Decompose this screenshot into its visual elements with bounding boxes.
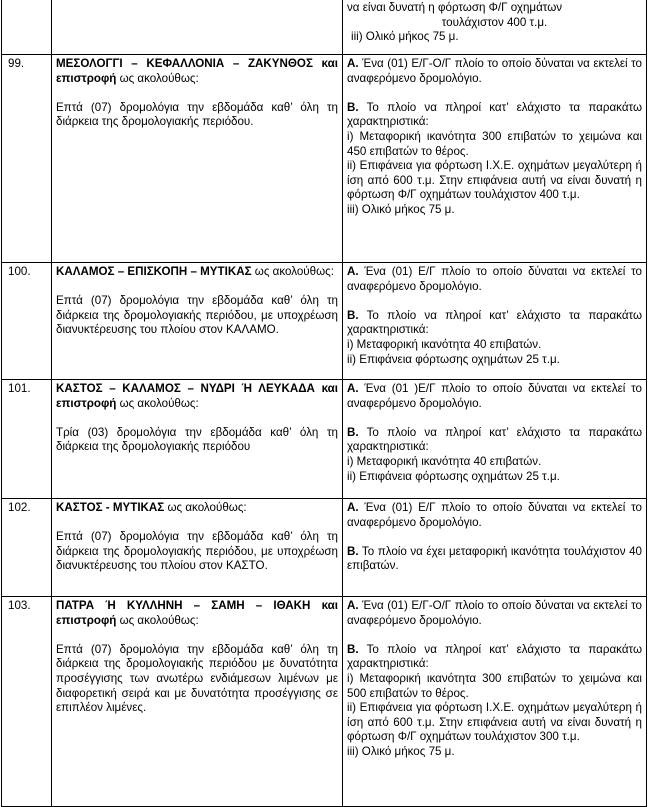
route-title	[56, 382, 338, 411]
spec-a	[347, 501, 642, 530]
spec-a-text: Ένα (01) Ε/Γ πλοίο το οποίο δύναται να εκτελεί το αναφερόμενο δρομολόγιο.	[347, 501, 642, 529]
spec-a-label: Α.	[347, 57, 359, 70]
route-title	[56, 599, 338, 628]
spec-a-label: Α.	[347, 382, 359, 395]
spec-line: iii) Ολικό μήκος 75 μ.	[351, 30, 459, 44]
route-name: ΚΑΣΤΟΣ - ΜΥΤΙΚΑΣ	[56, 501, 165, 514]
route-suffix: ως ακολούθως:	[251, 265, 334, 278]
spec-item: iii) Ολικό μήκος 75 μ.	[347, 744, 455, 758]
route-suffix: ως ακολούθως:	[116, 396, 199, 410]
row-number: 102.	[2, 499, 52, 597]
spec-b-label: Β.	[347, 544, 359, 558]
spec-a-text: Ένα (01) Ε/Γ πλοίο το οποίο δύναται να εκτελεί το αναφερόμενο δρομολόγιο.	[347, 265, 642, 293]
route-name: ΜΕΣΟΛΟΓΓΙ – ΚΕΦΑΛΛΟΝΙΑ – ΖΑΚΥΝΘΟΣ και επιστροφή	[56, 57, 338, 85]
route-cell	[52, 0, 343, 55]
route-name: ΚΑΣΤΟΣ – ΚΑΛΑΜΟΣ – ΝΥΔΡΙ Ή ΛΕΥΚΑΔΑ και επιστροφή	[56, 382, 338, 410]
spec-a-label: Α.	[347, 501, 359, 514]
spec-b-text: Το πλοίο να έχει μεταφορική ικανότητα τουλάχιστον 40 επιβατών.	[347, 544, 642, 573]
table-row	[2, 499, 647, 597]
route-suffix: ως ακολούθως:	[164, 501, 247, 514]
spec-b-label: Β.	[347, 642, 359, 656]
table-row	[2, 0, 647, 55]
route-title	[56, 501, 338, 516]
spec-b-text: Το πλοίο να πληροί κατ’ ελάχιστο τα παρακάτω χαρακτηριστικά:	[347, 100, 642, 129]
spec-item: i) Μεταφορική ικανότητα 300 επιβατών το χειμώνα και 500 επιβατών το θέρος.	[347, 671, 642, 700]
table-row	[2, 263, 647, 380]
route-cell	[52, 380, 343, 499]
spec-item: i) Μεταφορική ικανότητα 40 επιβατών.	[347, 454, 542, 468]
table-row	[2, 380, 647, 499]
spec-b-text: Το πλοίο να πληροί κατ’ ελάχιστο τα παρακάτω χαρακτηριστικά:	[347, 642, 642, 671]
row-number: 99.	[2, 55, 52, 263]
row-number: 103.	[2, 597, 52, 807]
spec-b-label: Β.	[347, 100, 359, 114]
spec-b	[347, 545, 642, 574]
route-cell	[52, 55, 343, 263]
spec-a	[347, 265, 642, 294]
route-frequency: Επτά (07) δρομολόγια την εβδομάδα καθ’ όλη τη διάρκεια της δρομολογιακής περιόδου, με υποχρέωση διανυκτέρευσης του πλοίου στον ΚΑΛΑΜΟ.	[56, 294, 338, 337]
row-number: 101.	[2, 380, 52, 499]
spec-a	[347, 382, 642, 411]
spec-cell	[343, 499, 647, 597]
route-title	[56, 265, 338, 280]
spec-a	[347, 599, 642, 628]
spec-item: ii) Επιφάνεια για φόρτωση Ι.Χ.Ε. οχημάτων μεγαλύτερη ή ίση από 600 τ.μ. Στην επιφάνεια αυτή να είναι δυνατή η φόρτωση Φ/Γ οχημάτων τουλάχιστον 300 τ.μ.	[347, 701, 642, 744]
spec-b	[347, 643, 642, 672]
route-cell	[52, 263, 343, 380]
spec-cell	[343, 263, 647, 380]
route-frequency: Επτά (07) δρομολόγια την εβδομάδα καθ’ όλη τη διάρκεια της δρομολογιακής περιόδου.	[56, 100, 338, 129]
spec-b-text: Το πλοίο να πληροί κατ’ ελάχιστο τα παρακάτω χαρακτηριστικά:	[347, 308, 642, 337]
table-row	[2, 55, 647, 263]
spec-a-text: Ένα (01) Ε/Γ-Ο/Γ πλοίο το οποίο δύναται να εκτελεί το αναφερόμενο δρομολόγιο.	[347, 57, 642, 85]
spec-a	[347, 57, 642, 86]
spec-a-label: Α.	[347, 265, 359, 278]
spec-cell	[343, 55, 647, 263]
spec-line: τουλάχιστον 400 τ.μ.	[441, 15, 548, 29]
spec-b-label: Β.	[347, 308, 359, 322]
route-cell	[52, 597, 343, 807]
route-suffix: ως ακολούθως:	[116, 613, 199, 627]
spec-item: i) Μεταφορική ικανότητα 300 επιβατών το χειμώνα και 450 επιβατών το θέρος.	[347, 129, 642, 158]
table-row	[2, 597, 647, 807]
route-frequency: Τρία (03) δρομολόγια την εβδομάδα καθ’ όλη τη διάρκεια της δρομολογιακής περιόδου	[56, 425, 338, 454]
spec-cell	[343, 0, 647, 55]
spec-cell	[343, 597, 647, 807]
spec-b-label: Β.	[347, 425, 359, 439]
spec-b-text: Το πλοίο να πληροί κατ’ ελάχιστο τα παρακάτω χαρακτηριστικά:	[347, 425, 642, 454]
spec-a-text: Ένα (01 )Ε/Γ πλοίο το οποίο δύναται να εκτελεί το αναφερόμενο δρομολόγιο.	[347, 382, 642, 410]
spec-b	[347, 101, 642, 130]
routes-table	[1, 0, 647, 807]
spec-a-text: Ένα (01) Ε/Γ-Ο/Γ πλοίο το οποίο δύναται να εκτελεί το αναφερόμενο δρομολόγιο.	[347, 599, 642, 627]
route-frequency: Επτά (07) δρομολόγια την εβδομάδα καθ’ όλη τη διάρκεια της δρομολογιακής περιόδου, με υποχρέωση διανυκτέρευσης του πλοίου στον ΚΑΣΤΟ.	[56, 530, 338, 573]
spec-b	[347, 309, 642, 338]
route-cell	[52, 499, 343, 597]
spec-b	[347, 426, 642, 455]
spec-line: να είναι δυνατή η φόρτωση Φ/Γ οχημάτων	[347, 1, 563, 14]
row-number	[2, 0, 52, 55]
spec-item: ii) Επιφάνεια φόρτωσης οχημάτων 25 τ.μ.	[347, 352, 560, 366]
row-number: 100.	[2, 263, 52, 380]
spec-item: iii) Ολικό μήκος 75 μ.	[347, 202, 455, 216]
spec-item: ii) Επιφάνεια φόρτωσης οχημάτων 25 τ.μ.	[347, 469, 560, 483]
route-suffix: ως ακολούθως:	[116, 71, 199, 85]
spec-a-label: Α.	[347, 599, 359, 612]
route-name: ΚΑΛΑΜΟΣ – ΕΠΙΣΚΟΠΗ – ΜΥΤΙΚΑΣ	[56, 265, 252, 278]
spec-item: ii) Επιφάνεια για φόρτωση Ι.Χ.Ε. οχημάτων μεγαλύτερη ή ίση από 600 τ.μ. Στην επιφάνεια αυτή να είναι δυνατή η φόρτωση Φ/Γ οχημάτων τουλάχιστον 400 τ.μ.	[347, 159, 642, 202]
spec-item: i) Μεταφορική ικανότητα 40 επιβατών.	[347, 337, 542, 351]
spec-cell	[343, 380, 647, 499]
route-frequency: Επτά (07) δρομολόγια την εβδομάδα καθ’ όλη τη διάρκεια της δρομολογιακής περιόδου με δυνατότητα προσέγγισης των ανωτέρω ενδιάμεσων λιμένων με διαφορετική σειρά και με δυνατότητα προσέγγισης σε επιπλέον λιμένες.	[56, 642, 338, 715]
route-name: ΠΑΤΡΑ Ή ΚΥΛΛΗΝΗ – ΣΑΜΗ – ΙΘΑΚΗ και επιστροφή	[56, 599, 338, 627]
route-title	[56, 57, 338, 86]
